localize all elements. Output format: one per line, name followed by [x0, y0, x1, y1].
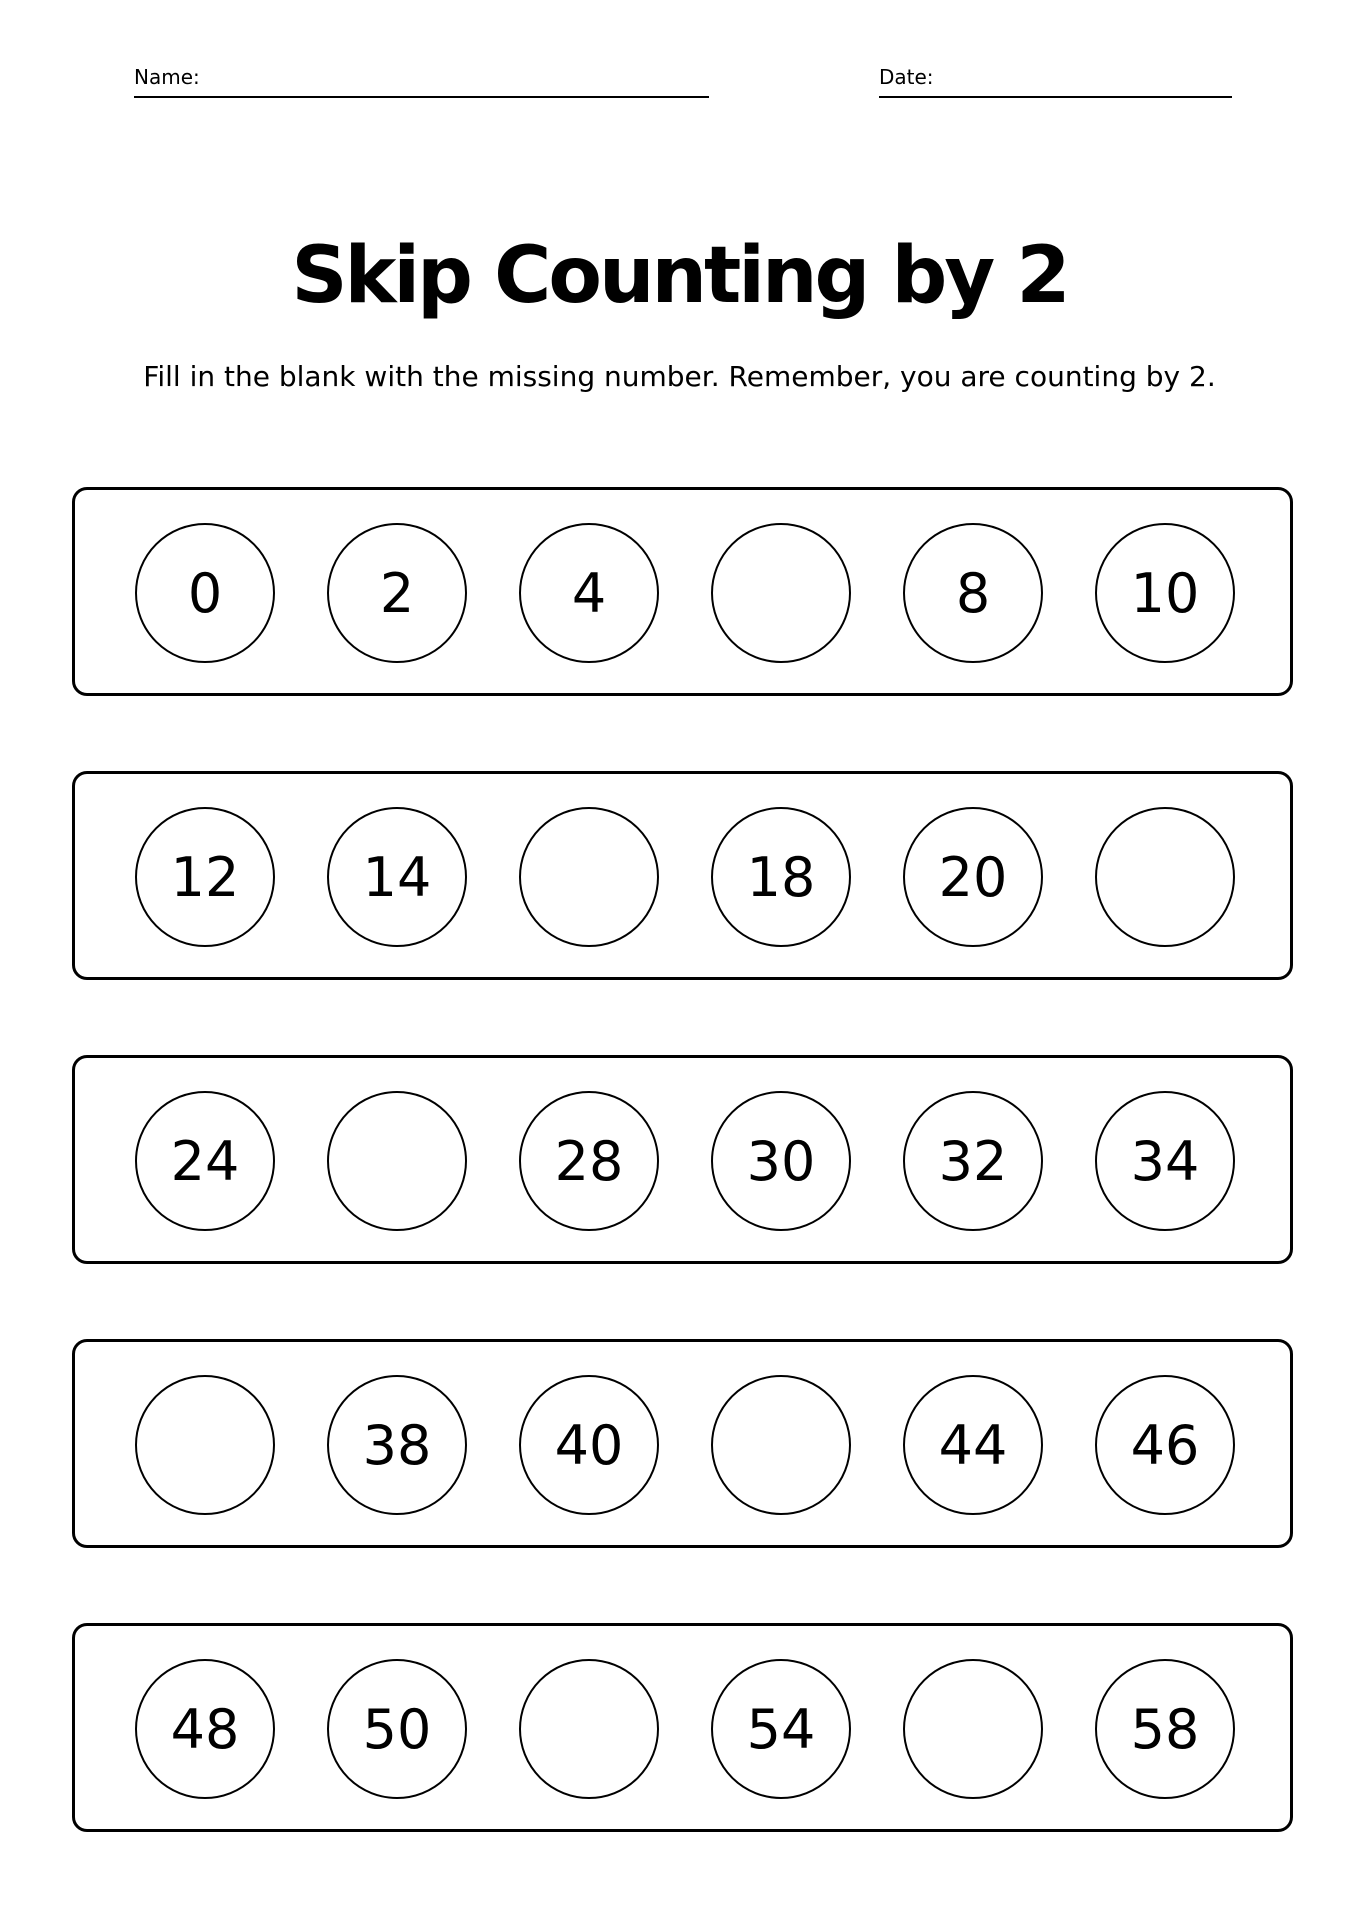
blank-answer-circle[interactable] [519, 1659, 659, 1799]
number-circle: 46 [1095, 1375, 1235, 1515]
number-circle: 4 [519, 523, 659, 663]
number-row-1 [72, 487, 1293, 696]
blank-answer-circle[interactable] [135, 1375, 275, 1515]
number-circle: 50 [327, 1659, 467, 1799]
number-circle: 10 [1095, 523, 1235, 663]
blank-answer-circle[interactable] [711, 1375, 851, 1515]
number-circle: 20 [903, 807, 1043, 947]
number-circle: 28 [519, 1091, 659, 1231]
number-circle: 8 [903, 523, 1043, 663]
number-circle: 34 [1095, 1091, 1235, 1231]
number-circle: 48 [135, 1659, 275, 1799]
number-circle: 32 [903, 1091, 1043, 1231]
number-row-2 [72, 771, 1293, 980]
number-circle: 58 [1095, 1659, 1235, 1799]
number-row-5 [72, 1623, 1293, 1832]
number-row-3 [72, 1055, 1293, 1264]
number-circle: 2 [327, 523, 467, 663]
number-circle: 18 [711, 807, 851, 947]
blank-answer-circle[interactable] [1095, 807, 1235, 947]
number-circle: 54 [711, 1659, 851, 1799]
number-circle: 0 [135, 523, 275, 663]
number-circle: 44 [903, 1375, 1043, 1515]
number-circle: 14 [327, 807, 467, 947]
date-field[interactable] [879, 62, 1232, 98]
name-label: Name: [134, 65, 200, 89]
blank-answer-circle[interactable] [903, 1659, 1043, 1799]
instructions-text: Fill in the blank with the missing number. Remember, you are counting by 2. [143, 360, 1216, 393]
name-field[interactable] [134, 62, 709, 98]
blank-answer-circle[interactable] [327, 1091, 467, 1231]
worksheet-title: Skip Counting by 2 [291, 231, 1068, 321]
blank-answer-circle[interactable] [519, 807, 659, 947]
number-circle: 30 [711, 1091, 851, 1231]
number-circle: 12 [135, 807, 275, 947]
number-circle: 24 [135, 1091, 275, 1231]
number-row-4 [72, 1339, 1293, 1548]
blank-answer-circle[interactable] [711, 523, 851, 663]
number-circle: 38 [327, 1375, 467, 1515]
number-circle: 40 [519, 1375, 659, 1515]
date-label: Date: [879, 65, 934, 89]
